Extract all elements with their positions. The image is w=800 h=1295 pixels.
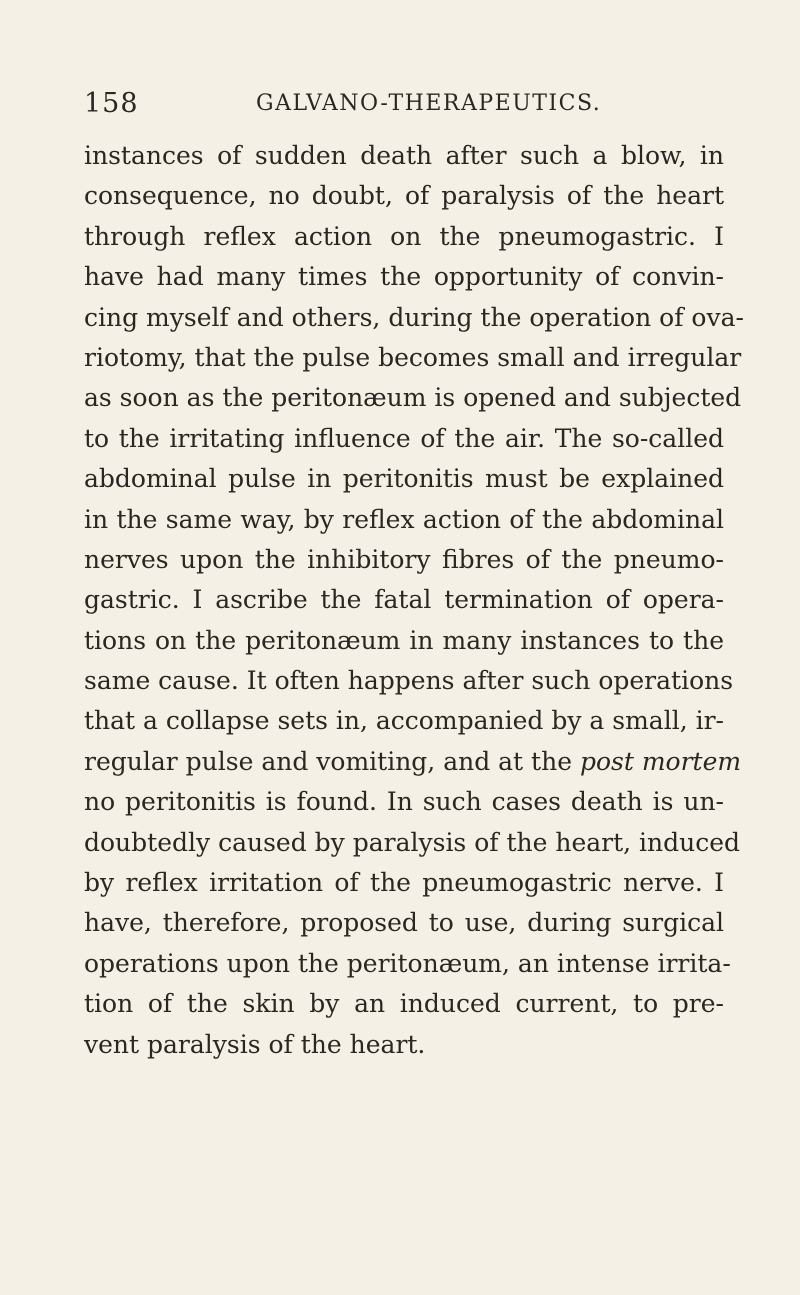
page-number: 158 xyxy=(84,88,139,119)
text-line: have, therefore, proposed to use, during surgical xyxy=(84,908,724,938)
text-line: consequence, no doubt, of paralysis of the heart xyxy=(84,181,724,211)
text-line: doubtedly caused by paralysis of the heart, induced xyxy=(84,827,741,857)
text-line: gastric. I ascribe the fatal termination of opera- xyxy=(84,585,724,615)
text-line: in the same way, by reflex action of the abdominal xyxy=(84,504,724,534)
text-line: to the irritating influence of the air. The so-called xyxy=(84,423,724,453)
body-text xyxy=(84,136,744,1065)
text-line-with-italic xyxy=(84,742,742,782)
text-line: operations upon the peritonæum, an intense irrita- xyxy=(84,948,731,978)
italic-phrase: post mortem xyxy=(579,746,742,776)
text-line: tions on the peritonæum in many instances to the xyxy=(84,625,724,655)
text-line: that a collapse sets in, accompanied by a small, ir- xyxy=(84,706,724,736)
text-line: riotomy, that the pulse becomes small and irregular xyxy=(84,342,742,372)
text-line: abdominal pulse in peritonitis must be explained xyxy=(84,464,724,494)
text-line: by reflex irritation of the pneumogastric nerve. I xyxy=(84,868,724,898)
text-segment: regular pulse and vomiting, and at the xyxy=(84,746,580,776)
running-head: GALVANO-THERAPEUTICS. xyxy=(256,91,602,116)
text-line: instances of sudden death after such a blow, in xyxy=(84,141,724,170)
text-line: cing myself and others, during the operation of ova- xyxy=(84,302,744,332)
text-line-last: vent paralysis of the heart. xyxy=(84,1029,426,1059)
text-line: as soon as the peritonæum is opened and subjected xyxy=(84,383,742,413)
text-line: no peritonitis is found. In such cases death is un- xyxy=(84,787,724,817)
text-line: tion of the skin by an induced current, to pre- xyxy=(84,989,724,1019)
text-line: nerves upon the inhibitory fibres of the pneumo- xyxy=(84,544,724,574)
text-line: through reflex action on the pneumogastric. I xyxy=(84,221,724,251)
page-header xyxy=(84,88,724,124)
text-line: have had many times the opportunity of convin- xyxy=(84,262,724,292)
text-line: same cause. It often happens after such operations xyxy=(84,666,734,696)
